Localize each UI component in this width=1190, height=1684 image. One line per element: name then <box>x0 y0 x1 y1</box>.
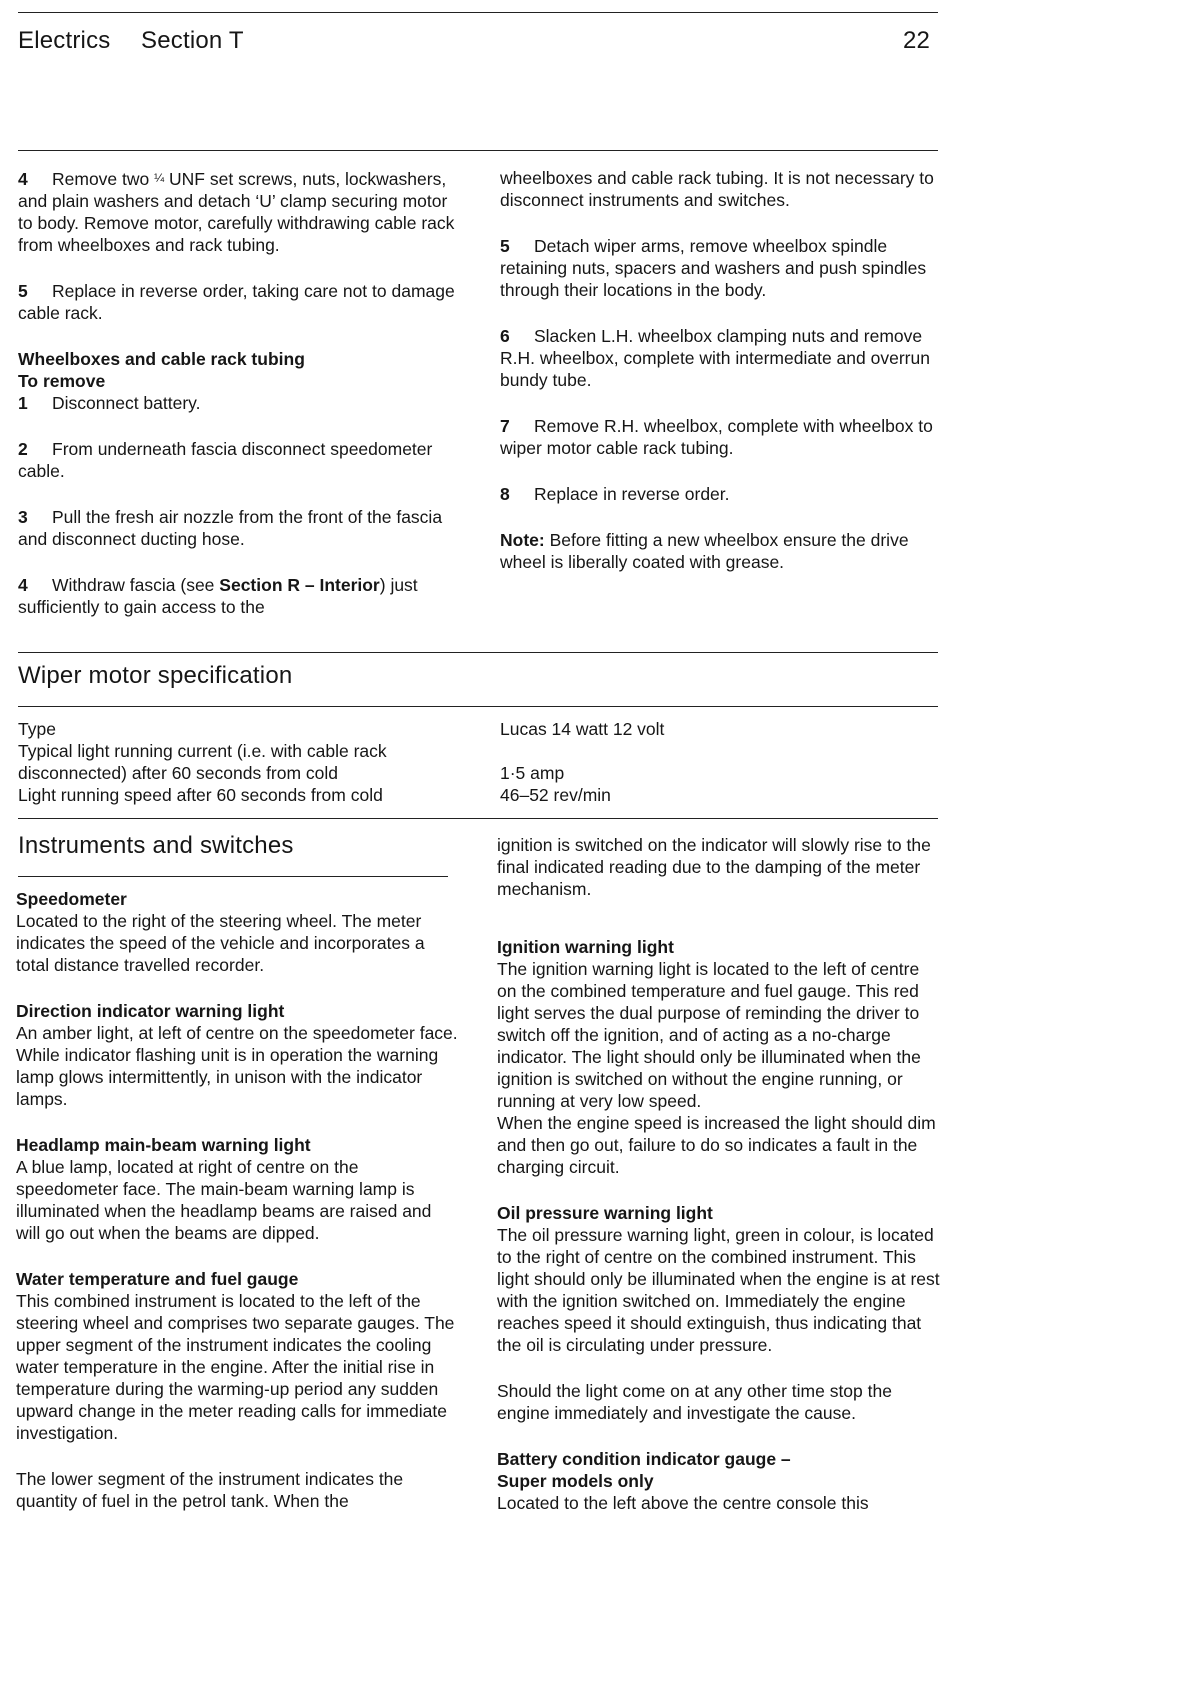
step-7-remove-wheelbox: 7 Remove R.H. wheelbox, complete with wheelbox to wiper motor cable rack tubing. <box>500 416 933 458</box>
battery-heading-line1: Battery condition indicator gauge – <box>497 1449 791 1469</box>
spec-label-type: Type <box>18 719 56 739</box>
oil-pressure-block: Oil pressure warning light The oil pressure warning light, green in colour, is located to the right of centre on the combined instrument. This light should only be illuminated when the engine is at rest with the ignition switched on. Immediately the engine reaches speed it should extinguish, thus indicating that the oil is circulating under pressure. <box>497 1203 940 1355</box>
instruments-title-rule <box>18 876 448 877</box>
note: Note: Before fitting a new wheelbox ensure the drive wheel is liberally coated with grease. <box>500 530 909 572</box>
to-remove-subheading: To remove <box>18 371 106 391</box>
step-5-replace: 5 Replace in reverse order, taking care not to damage cable rack. <box>18 281 455 323</box>
chapter-title: Electrics <box>18 27 111 54</box>
ignition-block: Ignition warning light The ignition warning light is located to the left of centre on the combined temperature and fuel gauge. This red light serves the dual purpose of reminding the driver to switch off the ignition, and of acting as a no-charge indicator. The light should only be illuminated when the ignition is switched on without the engine running, or running at very low speed. <box>497 937 921 1111</box>
battery-heading-line2: Super models only <box>497 1471 654 1491</box>
top-left-column <box>18 167 458 618</box>
step-3-air-nozzle: 3 Pull the fresh air nozzle from the front of the fascia and disconnect ducting hose. <box>18 507 443 549</box>
instruments-top-rule <box>18 818 938 819</box>
header-top-rule <box>18 12 938 13</box>
page-number: 22 <box>903 27 931 54</box>
step-8-replace: 8 Replace in reverse order. <box>500 484 730 504</box>
spec-label-speed: Light running speed after 60 seconds from cold <box>18 785 383 805</box>
instruments-title: Instruments and switches <box>18 832 294 859</box>
continued-text: wheelboxes and cable rack tubing. It is not necessary to disconnect instruments and switches. <box>500 168 934 210</box>
oil-pressure-heading: Oil pressure warning light <box>497 1203 713 1223</box>
headlamp-block: Headlamp main-beam warning light A blue lamp, located at right of centre on the speedometer face. The main-beam warning lamp is illuminated when the headlamp beams are raised and will go out when the beams are dipped. <box>16 1135 432 1243</box>
top-right-column <box>500 167 940 573</box>
step-1-disconnect-battery: 1 Disconnect battery. <box>18 393 201 413</box>
fraction: ¼ <box>154 171 165 185</box>
fuel-lower-segment: The lower segment of the instrument indicates the quantity of fuel in the petrol tank. When the <box>16 1469 404 1511</box>
section-title: Section T <box>141 27 244 54</box>
step-number: 5 <box>18 281 28 301</box>
step-4-withdraw-fascia: 4 Withdraw fascia (see Section R – Interior) just sufficiently to gain access to the <box>18 575 418 617</box>
ignition-charging: When the engine speed is increased the light should dim and then go out, failure to do so indicates a fault in the charging circuit. <box>497 1113 936 1177</box>
instruments-right-column <box>497 834 942 1514</box>
step-6-slacken: 6 Slacken L.H. wheelbox clamping nuts and remove R.H. wheelbox, complete with intermediate and overrun bundy tube. <box>500 326 930 390</box>
spec-label-current: Typical light running current (i.e. with cable rack disconnected) after 60 seconds from cold <box>18 741 387 783</box>
speedometer-heading: Speedometer <box>16 889 127 909</box>
step-number: 4 <box>18 169 28 189</box>
spec-value-type: Lucas 14 watt 12 volt <box>500 719 665 739</box>
step-5-wiper-arms: 5 Detach wiper arms, remove wheelbox spindle retaining nuts, spacers and washers and push spindles through their locations in the body. <box>500 236 927 300</box>
water-temperature-heading: Water temperature and fuel gauge <box>16 1269 299 1289</box>
spec-value-current: 1·5 amp <box>500 763 565 783</box>
ignition-heading: Ignition warning light <box>497 937 674 957</box>
top-section-rule <box>18 150 938 151</box>
wiper-spec-top-rule <box>18 652 938 653</box>
direction-indicator-block: Direction indicator warning light An amber light, at left of centre on the speedometer face. While indicator flashing unit is in operation the warning lamp glows intermittently, in unison with the indicator lamps. <box>16 1001 458 1109</box>
section-reference: Section R – Interior <box>219 575 380 595</box>
continued-text: ignition is switched on the indicator will slowly rise to the final indicated reading due to the damping of the meter mechanism. <box>497 835 931 899</box>
speedometer-block: Speedometer Located to the right of the steering wheel. The meter indicates the speed of the vehicle and incorporates a total distance travelled recorder. <box>16 889 425 975</box>
battery-condition-block: Battery condition indicator gauge – Super models only Located to the left above the centre console this <box>497 1449 869 1513</box>
spec-value-speed: 46–52 rev/min <box>500 785 611 805</box>
step-4-remove-motor: 4 Remove two ¼ UNF set screws, nuts, lockwashers, and plain washers and detach ‘U’ clamp securing motor to body. Remove motor, carefully withdrawing cable rack from wheelboxes and rack tubing. <box>18 169 455 255</box>
direction-indicator-heading: Direction indicator warning light <box>16 1001 285 1021</box>
wheelbox-heading: Wheelboxes and cable rack tubing To remove <box>18 349 305 391</box>
water-temperature-block: Water temperature and fuel gauge This combined instrument is located to the left of the steering wheel and comprises two separate gauges. The upper segment of the instrument indicates the cooling water temperature in the engine. After the initial rise in temperature during the warming-up period any sudden upward change in the meter reading calls for immediate investigation. <box>16 1269 455 1443</box>
wiper-spec-mid-rule <box>18 706 938 707</box>
step-2-speedometer-cable: 2 From underneath fascia disconnect speedometer cable. <box>18 439 433 481</box>
instruments-left-column <box>16 888 458 1512</box>
headlamp-heading: Headlamp main-beam warning light <box>16 1135 311 1155</box>
note-label: Note: <box>500 530 545 550</box>
should-light-come-on: Should the light come on at any other time stop the engine immediately and investigate the cause. <box>497 1381 892 1423</box>
wiper-spec-title: Wiper motor specification <box>18 662 293 689</box>
